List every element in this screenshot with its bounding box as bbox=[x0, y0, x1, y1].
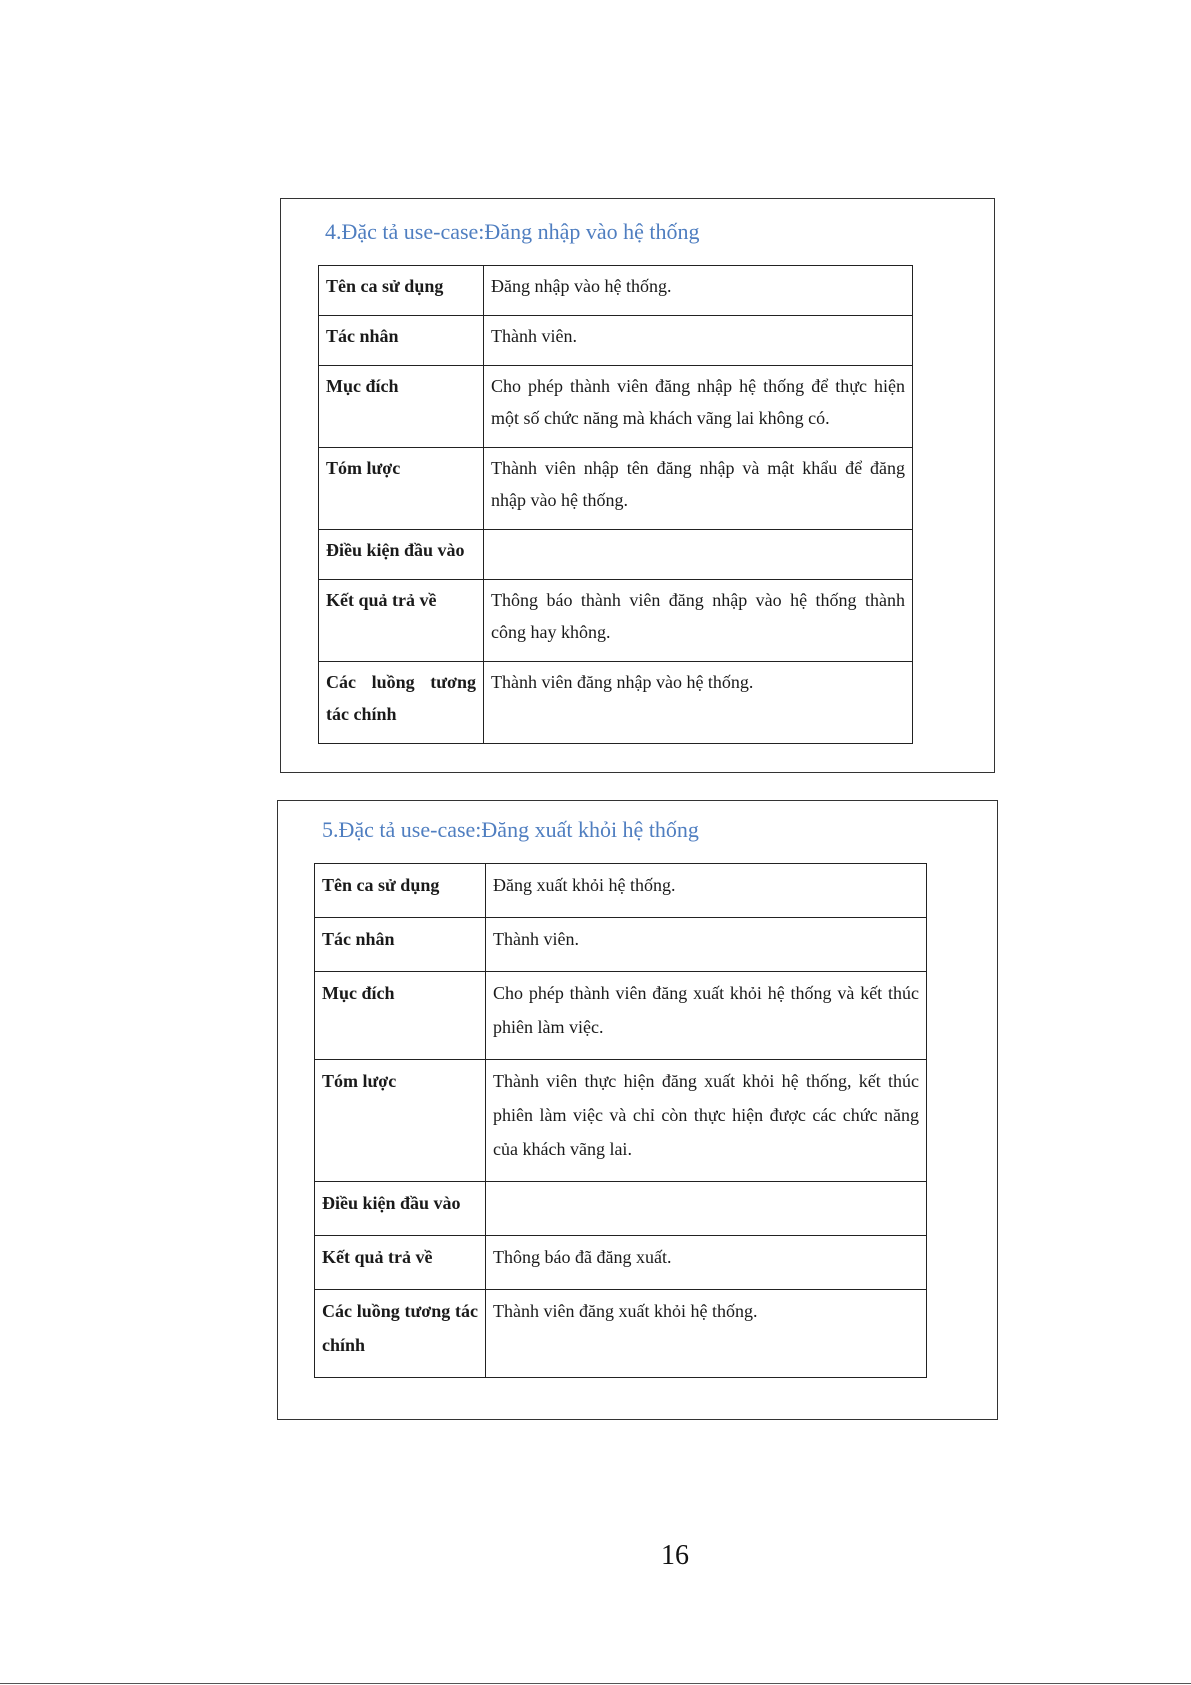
use-case-login-table bbox=[318, 265, 913, 744]
bottom-divider bbox=[0, 1683, 1191, 1684]
row-label: Các luồng tương tác chính bbox=[315, 1290, 486, 1378]
use-case-logout-table bbox=[314, 863, 927, 1378]
table-row bbox=[319, 530, 913, 580]
table-row bbox=[315, 864, 927, 918]
row-label: Kết quả trả về bbox=[315, 1236, 486, 1290]
table-row bbox=[319, 316, 913, 366]
table-row bbox=[315, 972, 927, 1060]
row-label: Tóm lược bbox=[319, 448, 484, 530]
row-value: Thành viên. bbox=[486, 918, 927, 972]
row-label: Tác nhân bbox=[319, 316, 484, 366]
table-row bbox=[315, 1060, 927, 1182]
row-label: Tên ca sử dụng bbox=[315, 864, 486, 918]
row-label: Điều kiện đầu vào bbox=[319, 530, 484, 580]
row-value: Thành viên nhập tên đăng nhập và mật khẩu để đăng nhập vào hệ thống. bbox=[484, 448, 913, 530]
row-value bbox=[486, 1182, 927, 1236]
page-number-text: 16 bbox=[661, 1540, 689, 1571]
section-title-logout: 5.Đặc tả use-case:Đăng xuất khỏi hệ thống bbox=[322, 817, 699, 842]
use-case-login-frame bbox=[280, 198, 995, 773]
use-case-logout-frame bbox=[277, 800, 998, 1420]
row-label: Tóm lược bbox=[315, 1060, 486, 1182]
table-row bbox=[319, 266, 913, 316]
row-value: Thông báo đã đăng xuất. bbox=[486, 1236, 927, 1290]
row-value: Thành viên đăng nhập vào hệ thống. bbox=[484, 662, 913, 744]
row-label: Mục đích bbox=[315, 972, 486, 1060]
row-value: Đăng xuất khỏi hệ thống. bbox=[486, 864, 927, 918]
table-row bbox=[319, 662, 913, 744]
row-value: Đăng nhập vào hệ thống. bbox=[484, 266, 913, 316]
row-value: Thành viên đăng xuất khỏi hệ thống. bbox=[486, 1290, 927, 1378]
row-label: Tác nhân bbox=[315, 918, 486, 972]
row-value: Cho phép thành viên đăng nhập hệ thống để thực hiện một số chức năng mà khách vãng lai không có. bbox=[484, 366, 913, 448]
section-title-login: 4.Đặc tả use-case:Đăng nhập vào hệ thống bbox=[325, 219, 700, 244]
row-label: Các luồng tương tác chính bbox=[319, 662, 484, 744]
table-row bbox=[319, 448, 913, 530]
row-label: Điều kiện đầu vào bbox=[315, 1182, 486, 1236]
row-label: Tên ca sử dụng bbox=[319, 266, 484, 316]
table-row bbox=[315, 918, 927, 972]
table-row bbox=[315, 1236, 927, 1290]
row-value: Thành viên. bbox=[484, 316, 913, 366]
table-row bbox=[319, 366, 913, 448]
table-row bbox=[315, 1182, 927, 1236]
row-label: Mục đích bbox=[319, 366, 484, 448]
row-label: Kết quả trả về bbox=[319, 580, 484, 662]
row-value: Thông báo thành viên đăng nhập vào hệ thống thành công hay không. bbox=[484, 580, 913, 662]
row-value: Cho phép thành viên đăng xuất khỏi hệ thống và kết thúc phiên làm việc. bbox=[486, 972, 927, 1060]
row-value bbox=[484, 530, 913, 580]
page-number bbox=[0, 1540, 1191, 1572]
row-value: Thành viên thực hiện đăng xuất khỏi hệ thống, kết thúc phiên làm việc và chỉ còn thực hiện được các chức năng của khách vãng lai. bbox=[486, 1060, 927, 1182]
table-row bbox=[315, 1290, 927, 1378]
table-row bbox=[319, 580, 913, 662]
